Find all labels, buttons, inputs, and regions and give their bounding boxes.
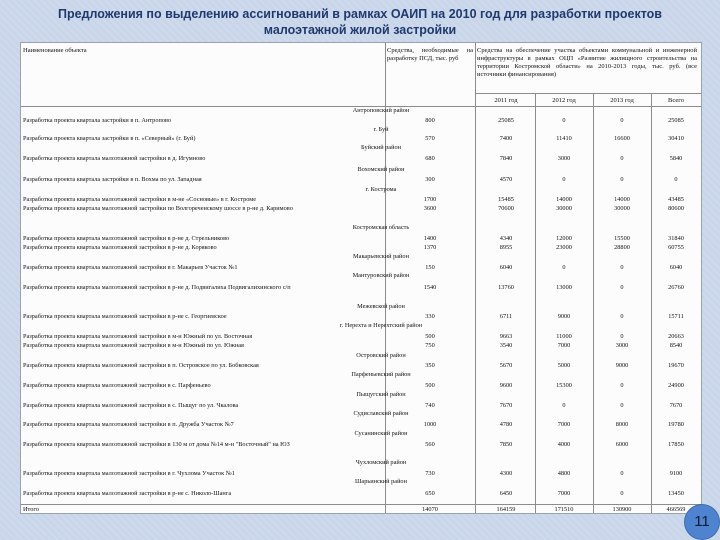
region-heading: Пыщугский район [356,391,406,398]
table-row: Разработка проекта квартала малоэтажной застройки в р-не с. Георгиевское 330 6711 9000 0 15711 [23,313,684,320]
table-row: Разработка проекта квартала малоэтажной застройки в д. Игумново 680 7840 3000 0 5840 [23,155,683,162]
region-heading: Мантуровский район [352,272,410,279]
table-row: Разработка проекта квартала малоэтажной застройки в м-н Южный по ул. Южная 750 3540 7000 3000 8540 [23,342,683,349]
funds-column-header: Средства, необходимые на разработку ПСД, тыс. руб [387,47,473,62]
table-row: Разработка проекта квартала малоэтажной застройки в п. Островское по ул. Бобковская 350 5670 5000 9000 19670 [23,362,684,369]
total-header: Всего [668,97,684,104]
region-heading: Островский район [356,352,406,359]
table-row: Разработка проекта квартала малоэтажной застройки в р-не д. Подвигалиха Подвигалихинского с/п 1540 13760 13000 0 26760 [23,284,684,291]
region-heading: Антроповский район [352,107,410,114]
table-row: Разработка проекта квартала малоэтажной застройки в м-не «Сосновые» в г. Костроме 1700 15485 14000 14000 43485 [23,196,684,203]
region-heading: Вохомский район [357,166,405,173]
title-line-2: малоэтажной жилой застройки [263,23,457,37]
region-heading: г. Буй [373,126,389,133]
table-row: Разработка проекта квартала малоэтажной застройки в р-не с. Николо-Шанга 650 6450 7000 0 13450 [23,490,684,497]
grid-line [475,93,701,94]
region-heading: Макарьевский район [353,253,409,260]
data-table [20,42,702,514]
page-title [40,6,680,38]
name-column-header: Наименование объекта [23,47,87,54]
region-heading: г. Кострома [365,186,397,193]
region-heading: Шарьинский район [355,478,407,485]
year-2013-header: 2013 год [610,97,634,104]
region-heading: Судиславский район [353,410,409,417]
table-row: Разработка проекта квартала малоэтажной застройки по Волгореченскому шоссе в р-не д. Каримово 3600 70600 30000 30000 80600 [23,205,684,212]
page-number-badge: 11 [685,505,719,539]
region-heading: Сусанинский район [354,430,408,437]
region-heading: Буйский район [361,144,401,151]
table-row: Разработка проекта квартала малоэтажной застройки в п. Дружба Участок №7 1000 4780 7000 8000 19780 [23,421,684,428]
region-heading: Межевской район [357,303,405,310]
region-heading: Чухломский район [355,459,407,466]
title-line-1: Предложения по выделению ассигнований в рамках ОАИП на 2010 год для разработки проектов [58,7,662,21]
region-heading: г. Нерехта и Нерехтский район [339,322,423,329]
table-row: Разработка проекта квартала малоэтажной застройки в м-н Южный по ул. Восточная 500 9663 11000 0 20663 [23,333,684,340]
infra-column-header: Средства на обеспечение участка объектами коммунальной и инженерной инфраструктуры в рамках ОЦП «Развитие жилищного строительства на территории Костромской области» на 2010-2013 годы, тыс. руб. (все источники финансирования) [477,47,697,78]
table-row: Разработка проекта квартала малоэтажной застройки в р-не д. Коряково 1370 8955 23000 28800 60755 [23,244,684,251]
total-row: Итого 14070 164159 171510 130900 466569 [23,506,686,513]
table-row: Разработка проекта квартала малоэтажной застройки в р-не д. Стрельниково 1400 4340 12000 15500 31840 [23,235,684,242]
table-row: Разработка проекта квартала малоэтажной застройки в г. Чухлома Участок №1 730 4300 4800 0 9100 [23,470,683,477]
table-row: Разработка проекта квартала застройки в п. «Северный» (г. Буй) 570 7400 11410 16600 30410 [23,135,684,142]
table-row: Разработка проекта квартала малоэтажной застройки в с. Парфеньево 500 9600 15300 0 24900 [23,382,684,389]
table-row: Разработка проекта квартала застройки в п. Вохма по ул. Западная 300 4570 0 0 0 [23,176,678,183]
table-row: Разработка проекта квартала застройки в п. Антропово 800 25085 0 0 25085 [23,117,684,124]
table-row: Разработка проекта квартала малоэтажной застройки в 130 м от дома №14 м-н "Восточный" на ЮЗ 560 7850 4000 6000 17850 [23,441,684,448]
year-2012-header: 2012 год [552,97,576,104]
table-row: Разработка проекта квартала малоэтажной застройки в г. Макарьев Участок №1 150 6040 0 0 6040 [23,264,683,271]
year-2011-header: 2011 год [494,97,518,104]
table-row: Разработка проекта квартала малоэтажной застройки в с. Пыщуг по ул. Чкалова 740 7670 0 0 7670 [23,402,683,409]
region-heading: Костромская область [352,224,410,231]
region-heading: Парфеньевский район [351,371,411,378]
